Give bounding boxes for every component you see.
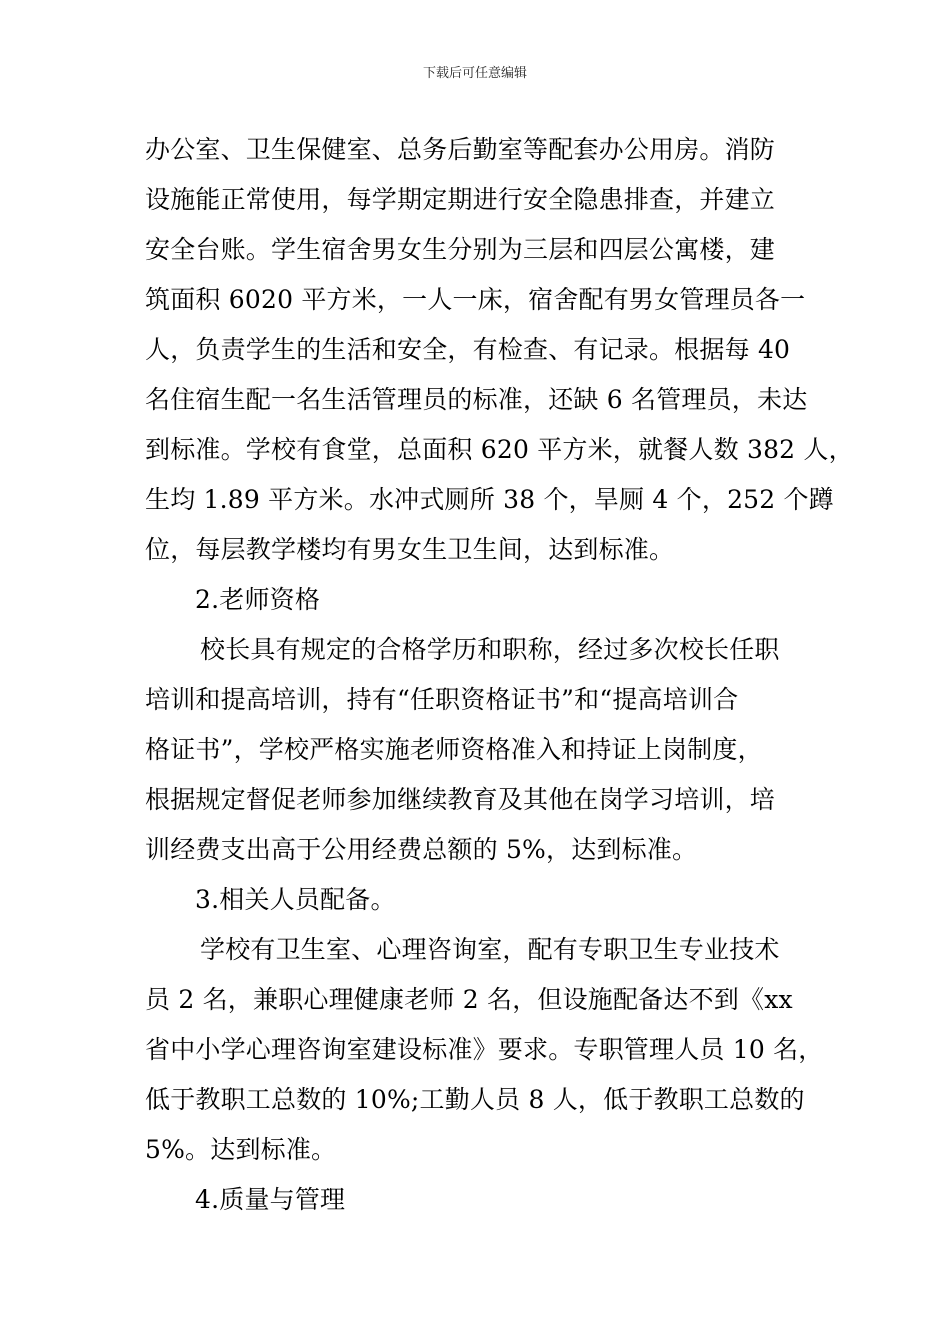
- body-text-line: 校长具有规定的合格学历和职称，经过多次校长任职: [200, 635, 780, 664]
- body-text-line: 安全台账。学生宿舍男女生分别为三层和四层公寓楼，建: [145, 235, 776, 264]
- body-text-line: 设施能正常使用，每学期定期进行安全隐患排查，并建立: [145, 185, 776, 214]
- body-text-line: 生均 1.89 平方米。水冲式厕所 38 个，旱厕 4 个，252 个蹲: [145, 485, 834, 514]
- body-text-line: 培训和提高培训，持有“任职资格证书”和“提高培训合: [145, 685, 739, 714]
- body-text-line: 位，每层教学楼均有男女生卫生间，达到标准。: [145, 535, 675, 564]
- body-text-line: 低于教职工总数的 10%;工勤人员 8 人，低于教职工总数的: [145, 1085, 805, 1114]
- body-text-line: 省中小学心理咨询室建设标准》要求。专职管理人员 10 名，: [145, 1035, 824, 1064]
- body-text-line: 训经费支出高于公用经费总额的 5%，达到标准。: [145, 835, 698, 864]
- body-text-line: 格证书”，学校严格实施老师资格准入和持证上岗制度，: [145, 735, 763, 764]
- section-heading: 3.相关人员配备。: [195, 885, 396, 914]
- body-text-line: 到标准。学校有食堂，总面积 620 平方米，就餐人数 382 人，: [145, 435, 854, 464]
- body-text-line: 5%。达到标准。: [145, 1135, 337, 1164]
- page-header: 下载后可任意编辑: [422, 66, 527, 81]
- body-text-line: 人，负责学生的生活和安全，有检查、有记录。根据每 40: [145, 335, 791, 364]
- body-text-line: 根据规定督促老师参加继续教育及其他在岗学习培训，培: [145, 785, 776, 814]
- body-text-line: 学校有卫生室、心理咨询室，配有专职卫生专业技术: [200, 935, 780, 964]
- section-heading: 4.质量与管理: [195, 1185, 346, 1214]
- body-text-line: 筑面积 6020 平方米，一人一床，宿舍配有男女管理员各一: [145, 285, 806, 314]
- section-heading: 2.老师资格: [195, 585, 321, 614]
- body-text-line: 办公室、卫生保健室、总务后勤室等配套办公用房。消防: [145, 135, 776, 164]
- body-text-line: 员 2 名，兼职心理健康老师 2 名，但设施配备达不到《xx: [145, 985, 793, 1014]
- body-text-line: 名住宿生配一名生活管理员的标准，还缺 6 名管理员，未达: [145, 385, 808, 414]
